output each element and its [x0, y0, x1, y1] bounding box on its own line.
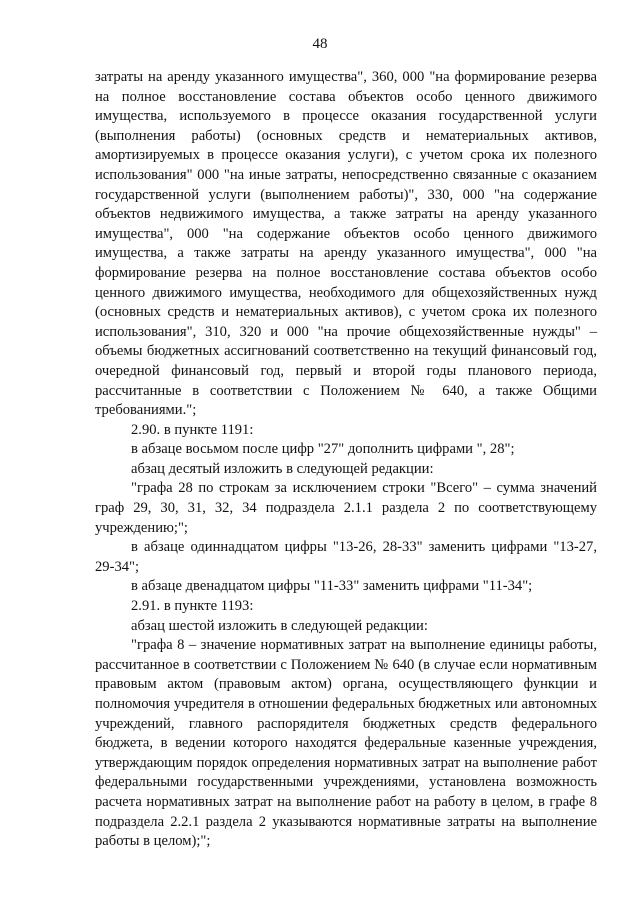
- paragraph-continuation: затраты на аренду указанного имущества", 360, 000 "на формирование резерва на полное восстановление состава объектов особо ценного движимого имущества, используемого в процессе оказания государственной услуги (выполнения работы) (основных средств и нематериальных активов, амортизируемых в процессе оказания услуги), с учетом срока их полезного использования" 000 "на иные затраты, непосредственно связанные с оказанием государственной услуги (выполнением работы)", 330, 000 "на содержание объектов недвижимого имущества, а также затраты на аренду указанного имущества", 000 "на содержание объектов особо ценного движимого имущества, а также затраты на аренду указанного имущества", 000 "на формирование резерва на полное восстановление состава объектов особо ценного движимого имущества, необходимого для общехозяйственных нужд (основных средств и нематериальных активов), с учетом срока их полезного использования", 310, 320 и 000 "на прочие общехозяйственные нужды" – объемы бюджетных ассигнований соответственно на текущий финансовый год, очередной финансовый год, первый и второй годы планового периода, рассчитанные в соответствии с Положением № 640, а также Общими требованиями.";: [95, 69, 597, 419]
- paragraph-new-text-graph-8: "графа 8 – значение нормативных затрат на выполнение единицы работы, рассчитанное в соответствии с Положением № 640 (в случае если нормативным правовым актом (правовым актом) органа, осуществляющего функции и полномочия учредителя в отношении федеральных бюджетных или автономных учреждений, главного распорядителя бюджетных средств федерального бюджета, в ведении которого находятся федеральные казенные учреждения, утверждающим порядок определения нормативных затрат на выполнение работ федеральными государственными учреждениями, установлена возможность расчета нормативных затрат на выполнение работ на работу в целом, в графе 8 подраздела 2.2.1 раздела 2 указываются нормативные затраты на выполнение работы в целом);";: [95, 637, 597, 850]
- paragraph-amend-abzac-8: в абзаце восьмом после цифр "27" дополнить цифрами ", 28";: [131, 441, 515, 458]
- paragraph-amend-abzac-6-intro: абзац шестой изложить в следующей редакции:: [131, 617, 428, 634]
- paragraph-amend-abzac-11: в абзаце одиннадцатом цифры "13-26, 28-33" заменить цифрами "13-27, 29-34";: [95, 539, 597, 575]
- document-body: [95, 68, 597, 852]
- paragraph-amend-abzac-10-intro: абзац десятый изложить в следующей редакции:: [131, 460, 434, 477]
- paragraph-amend-abzac-12: в абзаце двенадцатом цифры "11-33" заменить цифрами "11-34";: [131, 578, 533, 595]
- paragraph-item-2-91: 2.91. в пункте 1193:: [131, 598, 254, 615]
- page-number: 48: [312, 36, 328, 52]
- paragraph-new-text-graph-28: "графа 28 по строкам за исключением строки "Всего" – сумма значений граф 29, 30, 31, 32, 34 подраздела 2.1.1 раздела 2 по соответствующему учреждению;";: [95, 480, 597, 536]
- paragraph-item-2-90: 2.90. в пункте 1191:: [131, 421, 254, 438]
